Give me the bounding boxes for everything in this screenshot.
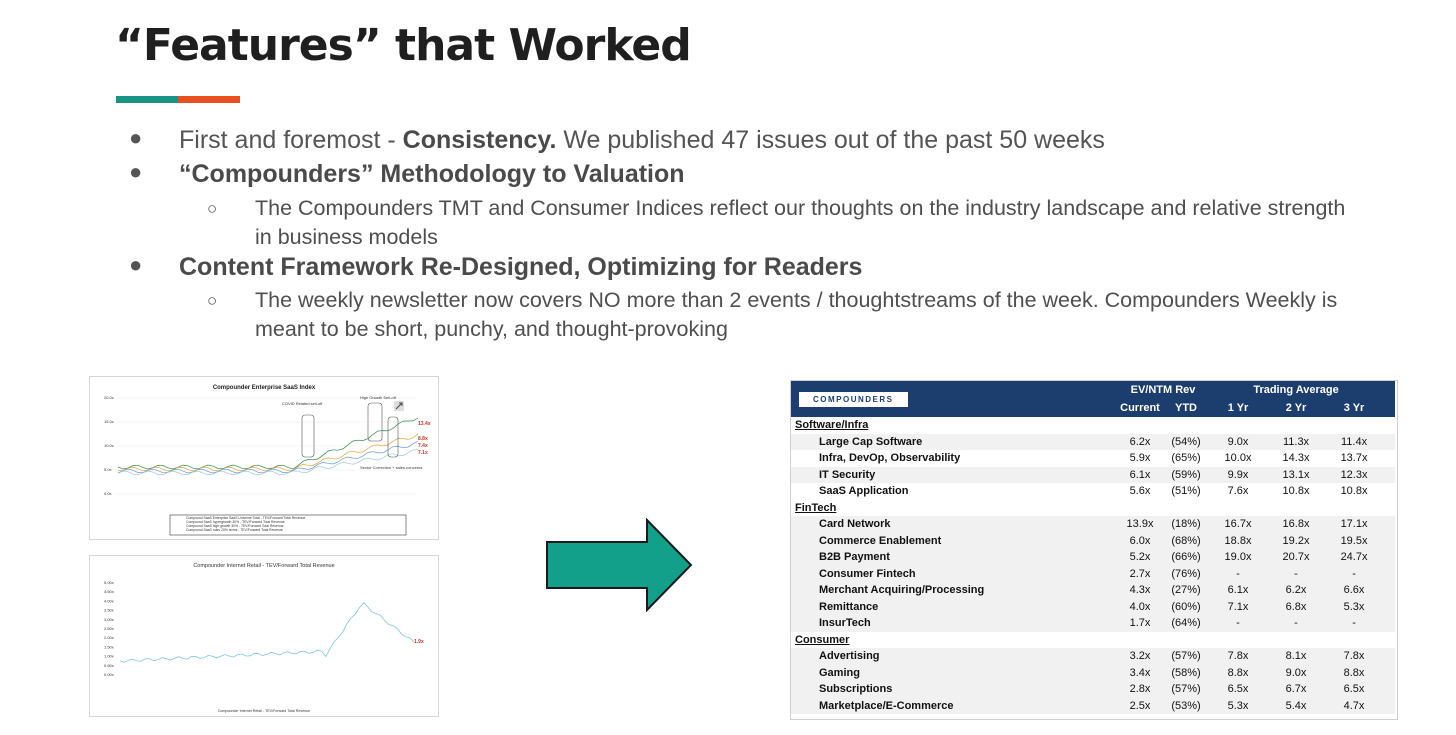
bullet-content-framework: ● Content Framework Re-Designed, Optimizing for Readers xyxy=(129,252,863,281)
bullet-dot-icon: ● xyxy=(129,125,143,150)
col-header-ytd: YTD xyxy=(1163,399,1209,417)
cell-value: 8.8x xyxy=(1209,665,1267,682)
cell-value: 16.7x xyxy=(1209,516,1267,533)
cell-value: (59%) xyxy=(1163,467,1209,484)
cell-value: 6.2x xyxy=(1117,434,1163,451)
cell-value: 24.7x xyxy=(1325,549,1383,566)
cell-value: 5.9x xyxy=(1129,452,1151,465)
y-tick-label: 0.00x xyxy=(104,672,114,677)
cell-value: (58%) xyxy=(1163,665,1209,682)
cell-value: 10.8x xyxy=(1282,485,1310,498)
cell-value: 7.1x xyxy=(1209,599,1267,616)
row-label: SaaS Application xyxy=(819,485,909,498)
cell-value: 5.4x xyxy=(1267,698,1325,715)
y-tick-label: 3.50x xyxy=(104,607,114,613)
retail-chart-title: Compounder Internet Retail - TEV/Forward Total Revenue xyxy=(193,563,335,569)
y-tick-label: 20.0x xyxy=(104,395,114,400)
cell-value: - xyxy=(1209,566,1267,583)
cell-value: 18.8x xyxy=(1209,533,1267,550)
cell-value: 20.7x xyxy=(1267,549,1325,566)
col-header-2yr: 2 Yr xyxy=(1267,399,1325,417)
row-label: B2B Payment xyxy=(791,549,1117,566)
group-header-ev: EV/NTM Rev xyxy=(1117,381,1209,399)
sub-bullet-newsletter: ○ The weekly newsletter now covers NO more than 2 events / thoughtstreams of the week. Compounders Weekly is meant to be short, punchy, and thought-provoking xyxy=(207,288,1338,341)
table-section-header: FinTech xyxy=(795,501,837,514)
cell-value: (66%) xyxy=(1163,549,1209,566)
cell-value: (27%) xyxy=(1163,582,1209,599)
y-tick-label: 10.0x xyxy=(104,443,114,448)
table-row xyxy=(791,483,1395,500)
y-tick-label: 1.50x xyxy=(104,644,114,650)
retail-series-line xyxy=(120,603,414,663)
row-label: Remittance xyxy=(791,599,1117,616)
table-row xyxy=(791,533,1395,550)
cell-value: 9.9x xyxy=(1209,467,1267,484)
cell-value: 7.6x xyxy=(1227,485,1249,498)
y-tick-label: 0.50x xyxy=(104,662,114,668)
end-label-3: 7.4x xyxy=(418,443,428,449)
cell-value: 1.7x xyxy=(1117,615,1163,632)
cell-value: 10.0x xyxy=(1224,452,1252,465)
cell-value: 12.3x xyxy=(1325,467,1383,484)
retail-legend: Compounder Internet Retail - TEV/Forward Total Revenue xyxy=(217,709,311,713)
y-tick-label: 2.00x xyxy=(104,635,114,641)
saas-series-line xyxy=(118,418,418,469)
cell-value: - xyxy=(1267,566,1325,583)
row-label: Commerce Enablement xyxy=(791,533,1117,550)
table-row xyxy=(791,566,1395,583)
cell-value: - xyxy=(1209,615,1267,632)
table-section-header: Consumer xyxy=(795,633,850,646)
covid-annotation-box xyxy=(302,415,314,457)
cell-value: 6.5x xyxy=(1325,681,1383,698)
cell-value: 2.8x xyxy=(1117,681,1163,698)
saas-series-line xyxy=(118,450,418,475)
cell-value: (60%) xyxy=(1163,599,1209,616)
sub-bullet-circle-icon: ○ xyxy=(207,291,218,310)
svg-text:Compound SaaS rules 20% terms: Compound SaaS rules 20% terms - TEV/Forward Total Revenue xyxy=(186,528,283,532)
cell-value: 13.9x xyxy=(1117,516,1163,533)
y-tick-label: 1.00x xyxy=(104,653,114,659)
row-label: Large Cap Software xyxy=(791,434,1117,451)
end-label-4: 7.1x xyxy=(418,450,428,456)
correction-annotation-box xyxy=(388,417,398,457)
cell-value: (54%) xyxy=(1163,434,1209,451)
row-label: Gaming xyxy=(791,665,1117,682)
cell-value: 16.8x xyxy=(1267,516,1325,533)
cell-value: 4.3x xyxy=(1117,582,1163,599)
title-accent-bar xyxy=(116,96,240,103)
internet-retail-chart-svg xyxy=(90,556,438,716)
cell-value: (57%) xyxy=(1163,681,1209,698)
cell-value: 17.1x xyxy=(1325,516,1383,533)
cell-value: 2.5x xyxy=(1117,698,1163,715)
row-label: Merchant Acquiring/Processing xyxy=(791,582,1117,599)
cell-value: 8.8x xyxy=(1325,665,1383,682)
annotation-covid: COVID Related sell-off xyxy=(282,401,323,406)
slide-title: “Features” that Worked xyxy=(115,20,691,71)
y-tick-label: 4.00x xyxy=(104,598,114,604)
bullet-dot-icon: ● xyxy=(129,159,143,184)
cell-value: 2.7x xyxy=(1117,566,1163,583)
svg-text:Compound SaaS Enterprise SaaS: Compound SaaS Enterprise SaaS Universe Total - TEV/Forward Total Revenue xyxy=(186,516,306,520)
row-label: Subscriptions xyxy=(791,681,1117,698)
group-header-trading: Trading Average xyxy=(1209,381,1383,399)
saas-chart-title: Compounder Enterprise SaaS Index xyxy=(212,385,316,391)
retail-end-label: 1.9x xyxy=(414,639,424,645)
table-row xyxy=(791,582,1395,599)
end-label-1: 13.4x xyxy=(418,421,431,427)
annotation-correction: Sector Correction + sales concerns xyxy=(360,465,423,470)
table-row xyxy=(791,698,1395,715)
col-header-3yr: 3 Yr xyxy=(1325,399,1383,417)
table-section-header: Software/Infra xyxy=(795,419,869,432)
row-label: Marketplace/E-Commerce xyxy=(791,698,1117,715)
cell-value: 10.8x xyxy=(1340,485,1368,498)
internet-retail-chart xyxy=(89,555,439,717)
y-tick-label: 0.0x xyxy=(104,491,112,496)
cell-value: 4.7x xyxy=(1325,698,1383,715)
table-row xyxy=(791,599,1395,616)
table-row xyxy=(791,681,1395,698)
table-row xyxy=(791,648,1395,665)
cell-value: (18%) xyxy=(1163,516,1209,533)
cell-value: - xyxy=(1325,566,1383,583)
cell-value: 4.0x xyxy=(1117,599,1163,616)
cell-value: 9.0x xyxy=(1267,665,1325,682)
row-label: IT Security xyxy=(791,467,1117,484)
cell-value: (65%) xyxy=(1171,452,1201,465)
cell-value: (53%) xyxy=(1163,698,1209,715)
row-label: Consumer Fintech xyxy=(791,566,1117,583)
cell-value: 6.0x xyxy=(1117,533,1163,550)
end-label-2: 8.8x xyxy=(418,436,428,442)
cell-value: 7.8x xyxy=(1325,648,1383,665)
svg-text:Compound SaaS hypergrowth 30%: Compound SaaS hypergrowth 30% - TEV/Forward Total Revenue xyxy=(186,520,285,524)
cell-value: - xyxy=(1325,615,1383,632)
cell-value: 19.0x xyxy=(1209,549,1267,566)
table-row xyxy=(791,450,1395,467)
cell-value: 14.3x xyxy=(1282,452,1310,465)
bullet-methodology: ● “Compounders” Methodology to Valuation xyxy=(129,159,685,188)
cell-value: 13.7x xyxy=(1340,452,1368,465)
valuation-table xyxy=(790,380,1398,720)
cell-value: 5.2x xyxy=(1117,549,1163,566)
table-row xyxy=(791,434,1395,451)
row-label: Card Network xyxy=(791,516,1117,533)
cell-value: (51%) xyxy=(1171,485,1201,498)
cell-value: 7.8x xyxy=(1209,648,1267,665)
cell-value: 6.8x xyxy=(1267,599,1325,616)
compounders-logo: COMPOUNDERS xyxy=(799,392,908,407)
cell-value: 5.6x xyxy=(1129,485,1151,498)
cell-value: (68%) xyxy=(1163,533,1209,550)
y-tick-label: 3.00x xyxy=(104,616,114,622)
bullet-consistency: ● First and foremost - Consistency. We published 47 issues out of the past 50 weeks xyxy=(129,125,1105,154)
cell-value: 19.2x xyxy=(1267,533,1325,550)
cell-value: 8.1x xyxy=(1267,648,1325,665)
cell-value: 6.2x xyxy=(1267,582,1325,599)
y-tick-label: 5.00x xyxy=(104,580,114,585)
table-row xyxy=(791,615,1395,632)
table-row xyxy=(791,516,1395,533)
cell-value: 6.1x xyxy=(1117,467,1163,484)
sub-bullet-circle-icon: ○ xyxy=(207,199,218,218)
cell-value: 6.5x xyxy=(1209,681,1267,698)
cell-value: 9.0x xyxy=(1209,434,1267,451)
y-tick-label: 15.0x xyxy=(104,419,114,424)
row-label: InsurTech xyxy=(791,615,1117,632)
cell-value: 3.4x xyxy=(1117,665,1163,682)
row-label: Advertising xyxy=(791,648,1117,665)
cell-value: 3.2x xyxy=(1117,648,1163,665)
cell-value: 5.3x xyxy=(1209,698,1267,715)
annotation-highgrowth: High Growth Sell-off xyxy=(360,395,396,400)
cell-value: 5.3x xyxy=(1325,599,1383,616)
table-row xyxy=(791,549,1395,566)
col-header-current: Current xyxy=(1117,399,1163,417)
cell-value: 6.6x xyxy=(1325,582,1383,599)
cell-value: (64%) xyxy=(1163,615,1209,632)
cell-value: 11.4x xyxy=(1325,434,1383,451)
row-label: Infra, DevOp, Observability xyxy=(819,452,961,465)
cell-value: (57%) xyxy=(1163,648,1209,665)
y-tick-label: 5.0x xyxy=(104,467,112,472)
cell-value: 13.1x xyxy=(1267,467,1325,484)
saas-index-chart xyxy=(89,376,439,540)
cell-value: (76%) xyxy=(1163,566,1209,583)
y-tick-label: 4.50x xyxy=(104,589,114,595)
cell-value: 19.5x xyxy=(1325,533,1383,550)
col-header-1yr: 1 Yr xyxy=(1209,399,1267,417)
right-arrow-icon xyxy=(545,518,695,612)
table-row xyxy=(791,665,1395,682)
svg-text:Compound SaaS high growth 30%: Compound SaaS high growth 30% - TEV/Forward Total Revenue xyxy=(186,524,284,528)
saas-index-chart-svg xyxy=(90,377,438,539)
cell-value: - xyxy=(1267,615,1325,632)
sub-bullet-indices: ○ The Compounders TMT and Consumer Indices reflect our thoughts on the industry landscape and relative strength in business models xyxy=(207,196,1346,249)
table-row xyxy=(791,467,1395,484)
cell-value: 6.7x xyxy=(1267,681,1325,698)
bullet-dot-icon: ● xyxy=(129,252,143,277)
cell-value: 6.1x xyxy=(1209,582,1267,599)
cell-value: 11.3x xyxy=(1267,434,1325,451)
y-tick-label: 2.50x xyxy=(104,626,114,631)
